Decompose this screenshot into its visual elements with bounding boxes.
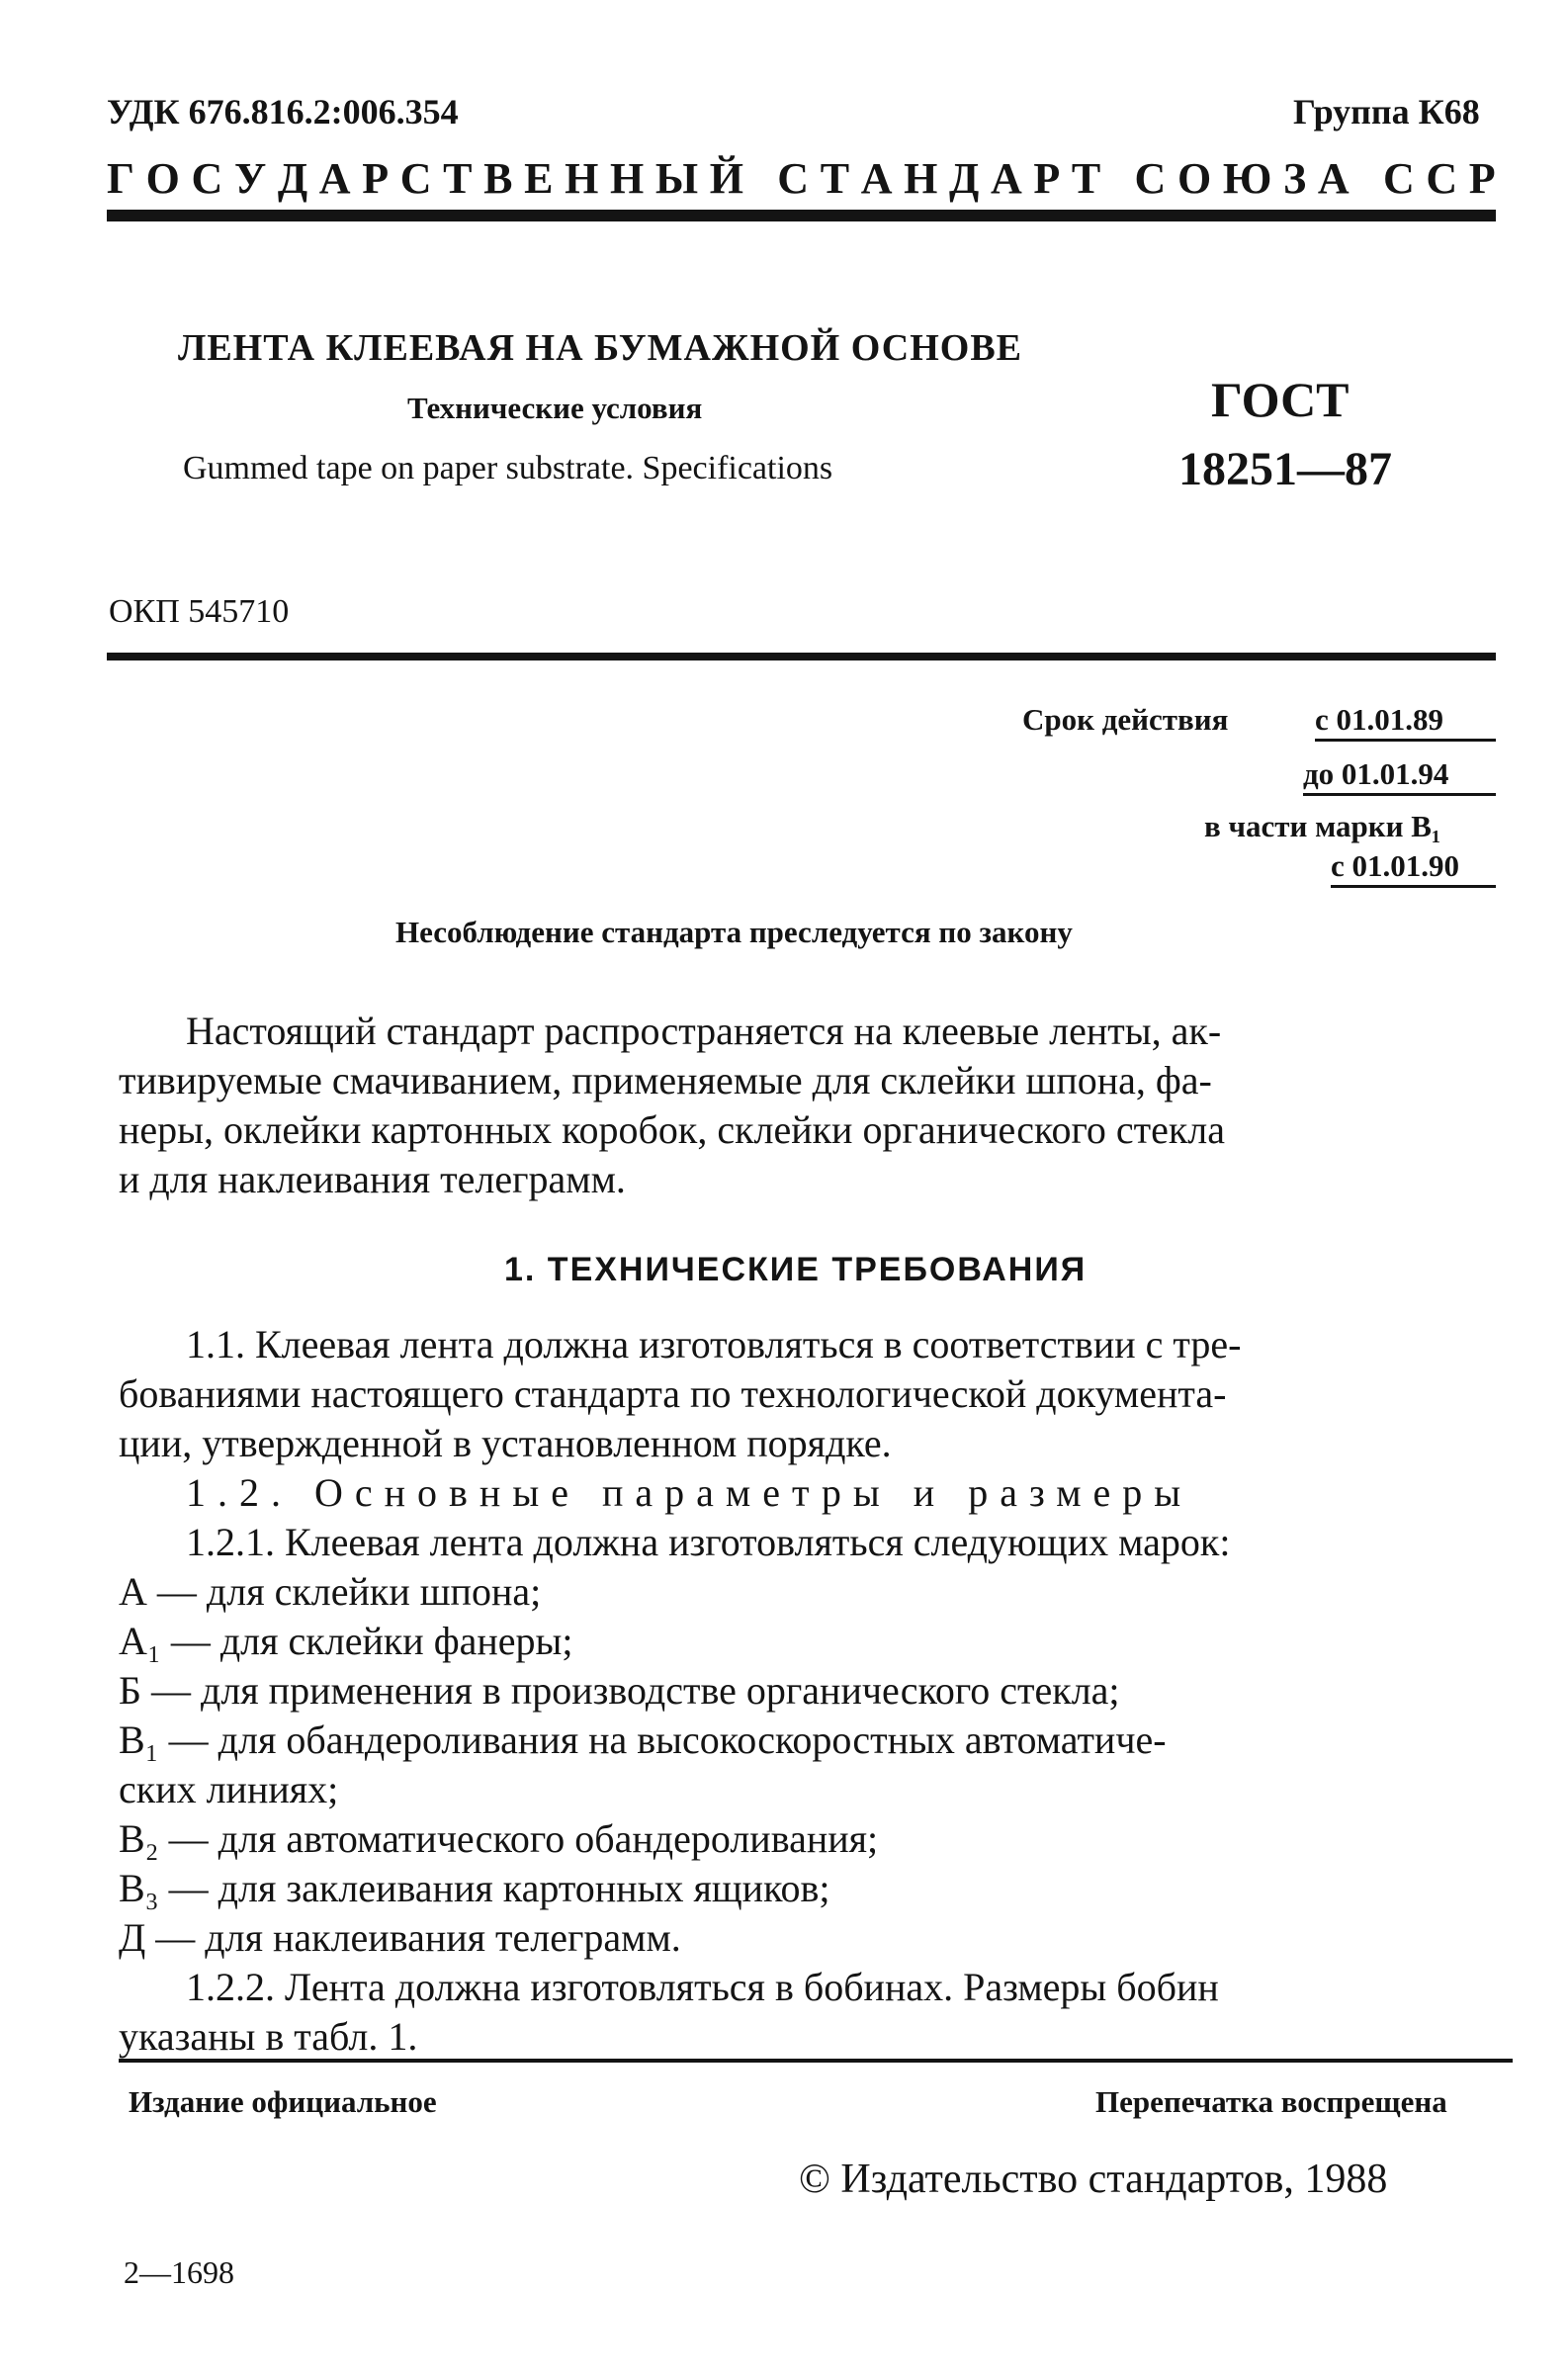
mark-item: Д — для наклеивания телеграмм. [119, 1915, 681, 1960]
heading-letter: В [483, 154, 513, 203]
section-heading: 1. ТЕХНИЧЕСКИЕ ТРЕБОВАНИЯ [504, 1251, 1088, 1288]
heading-letter [1112, 153, 1123, 204]
heading-letter [755, 153, 766, 204]
heading-letter: Р [1033, 154, 1061, 203]
heading-letter: Ю [1222, 154, 1272, 203]
scope-line: Настоящий стандарт распространяется на клеевые ленты, ак- [186, 1009, 1222, 1053]
validity-label: Срок действия [1022, 702, 1229, 737]
heading-letter: С [1382, 154, 1415, 203]
heading-letter: С [1134, 154, 1167, 203]
heading-letter: Н [565, 154, 599, 203]
copyright: © Издательство стандартов, 1988 [799, 2157, 1388, 2202]
gost-label: ГОСТ [1211, 372, 1350, 427]
clause-1-1-line: бованиями настоящего стандарта по технологической документа- [119, 1371, 1227, 1416]
header-rule [107, 210, 1496, 221]
heading-letter: Р [362, 154, 390, 203]
scope-line: и для наклеивания телеграмм. [119, 1157, 626, 1201]
heading-letter: Т [820, 154, 850, 203]
reprint-notice: Перепечатка воспрещена [1095, 2084, 1447, 2119]
udk-code: УДК 676.816.2:006.354 [107, 92, 459, 132]
heading-letter: Е [524, 154, 554, 203]
scope-paragraph [119, 1007, 1503, 1204]
validity-from: с 01.01.89 [1315, 702, 1496, 742]
english-title: Gummed tape on paper substrate. Specifications [183, 450, 833, 486]
validity-part-from: с 01.01.90 [1331, 848, 1496, 888]
group-code: Группа К68 [1293, 92, 1480, 132]
heading-letter: Т [1071, 154, 1101, 203]
document-subtitle: Технические условия [407, 391, 703, 425]
heading-letter: З [1283, 154, 1307, 203]
heading-letter: А [860, 154, 893, 203]
mark-item: Б — для применения в производстве органического стекла; [119, 1668, 1120, 1713]
mark-item: А₁ — для склейки фанеры; [119, 1619, 573, 1663]
validity-part-label: в части марки В₁ [1204, 809, 1441, 843]
print-code: 2—1698 [124, 2254, 234, 2290]
mark-item: В₂ — для автоматического обандероливания; [119, 1816, 879, 1861]
mark-item: ских линиях; [119, 1767, 339, 1811]
heading-letter: А [1317, 154, 1350, 203]
heading-letter: С [399, 154, 432, 203]
scope-line: неры, оклейки картонных коробок, склейки органического стекла [119, 1107, 1226, 1152]
section-1-body [119, 1320, 1503, 2062]
heading-letter: Д [949, 154, 980, 203]
heading-letter: О [1176, 154, 1212, 203]
scope-line: тивируемые смачиванием, применяемые для склейки шпона, фа- [119, 1058, 1212, 1102]
heading-letter: Й [709, 154, 744, 203]
heading-letter: Г [107, 154, 134, 203]
clause-1-1-line: 1.1. Клеевая лента должна изготовляться в соответствии с тре- [186, 1322, 1242, 1366]
heading-letter: Н [904, 154, 938, 203]
gost-number: 18251—87 [1178, 443, 1392, 495]
okp-code: ОКП 545710 [109, 593, 290, 630]
heading-letter: Ы [654, 154, 699, 203]
heading-letter: Н [610, 154, 645, 203]
edition-label: Издание официальное [129, 2084, 437, 2119]
clause-1-2-1: 1.2.1. Клеевая лента должна изготовляться следующих марок: [186, 1520, 1231, 1564]
heading-letter: Р [1468, 154, 1496, 203]
clause-1-2-2-line: 1.2.2. Лента должна изготовляться в бобинах. Размеры бобин [186, 1965, 1219, 2009]
heading-letter: С [1426, 154, 1458, 203]
clause-1-1-line: ции, утвержденной в установленном порядке. [119, 1421, 892, 1465]
state-standard-heading [107, 153, 1496, 204]
heading-letter: Д [277, 154, 308, 203]
mark-item: В₁ — для обандероливания на высокоскоростных автоматиче- [119, 1717, 1167, 1762]
heading-letter: А [318, 154, 351, 203]
clause-1-2: 1.2. Основные параметры и размеры [186, 1470, 1193, 1515]
mark-item: В₃ — для заклеивания картонных ящиков; [119, 1866, 830, 1910]
clause-1-2-2-line: указаны в табл. 1. [119, 2014, 418, 2059]
document-title: ЛЕНТА КЛЕЕВАЯ НА БУМАЖНОЙ ОСНОВЕ [178, 327, 1023, 369]
heading-letter: А [990, 154, 1022, 203]
heading-letter [1360, 153, 1371, 204]
validity-to: до 01.01.94 [1303, 756, 1496, 796]
heading-letter: С [777, 154, 810, 203]
mark-item: А — для склейки шпона; [119, 1569, 542, 1614]
legal-notice: Несоблюдение стандарта преследуется по закону [395, 915, 1073, 949]
heading-letter: С [191, 154, 223, 203]
heading-letter: Т [443, 154, 473, 203]
heading-letter: У [233, 154, 267, 203]
okp-rule [107, 653, 1496, 661]
heading-letter: О [145, 154, 180, 203]
footer-rule [119, 2059, 1513, 2063]
